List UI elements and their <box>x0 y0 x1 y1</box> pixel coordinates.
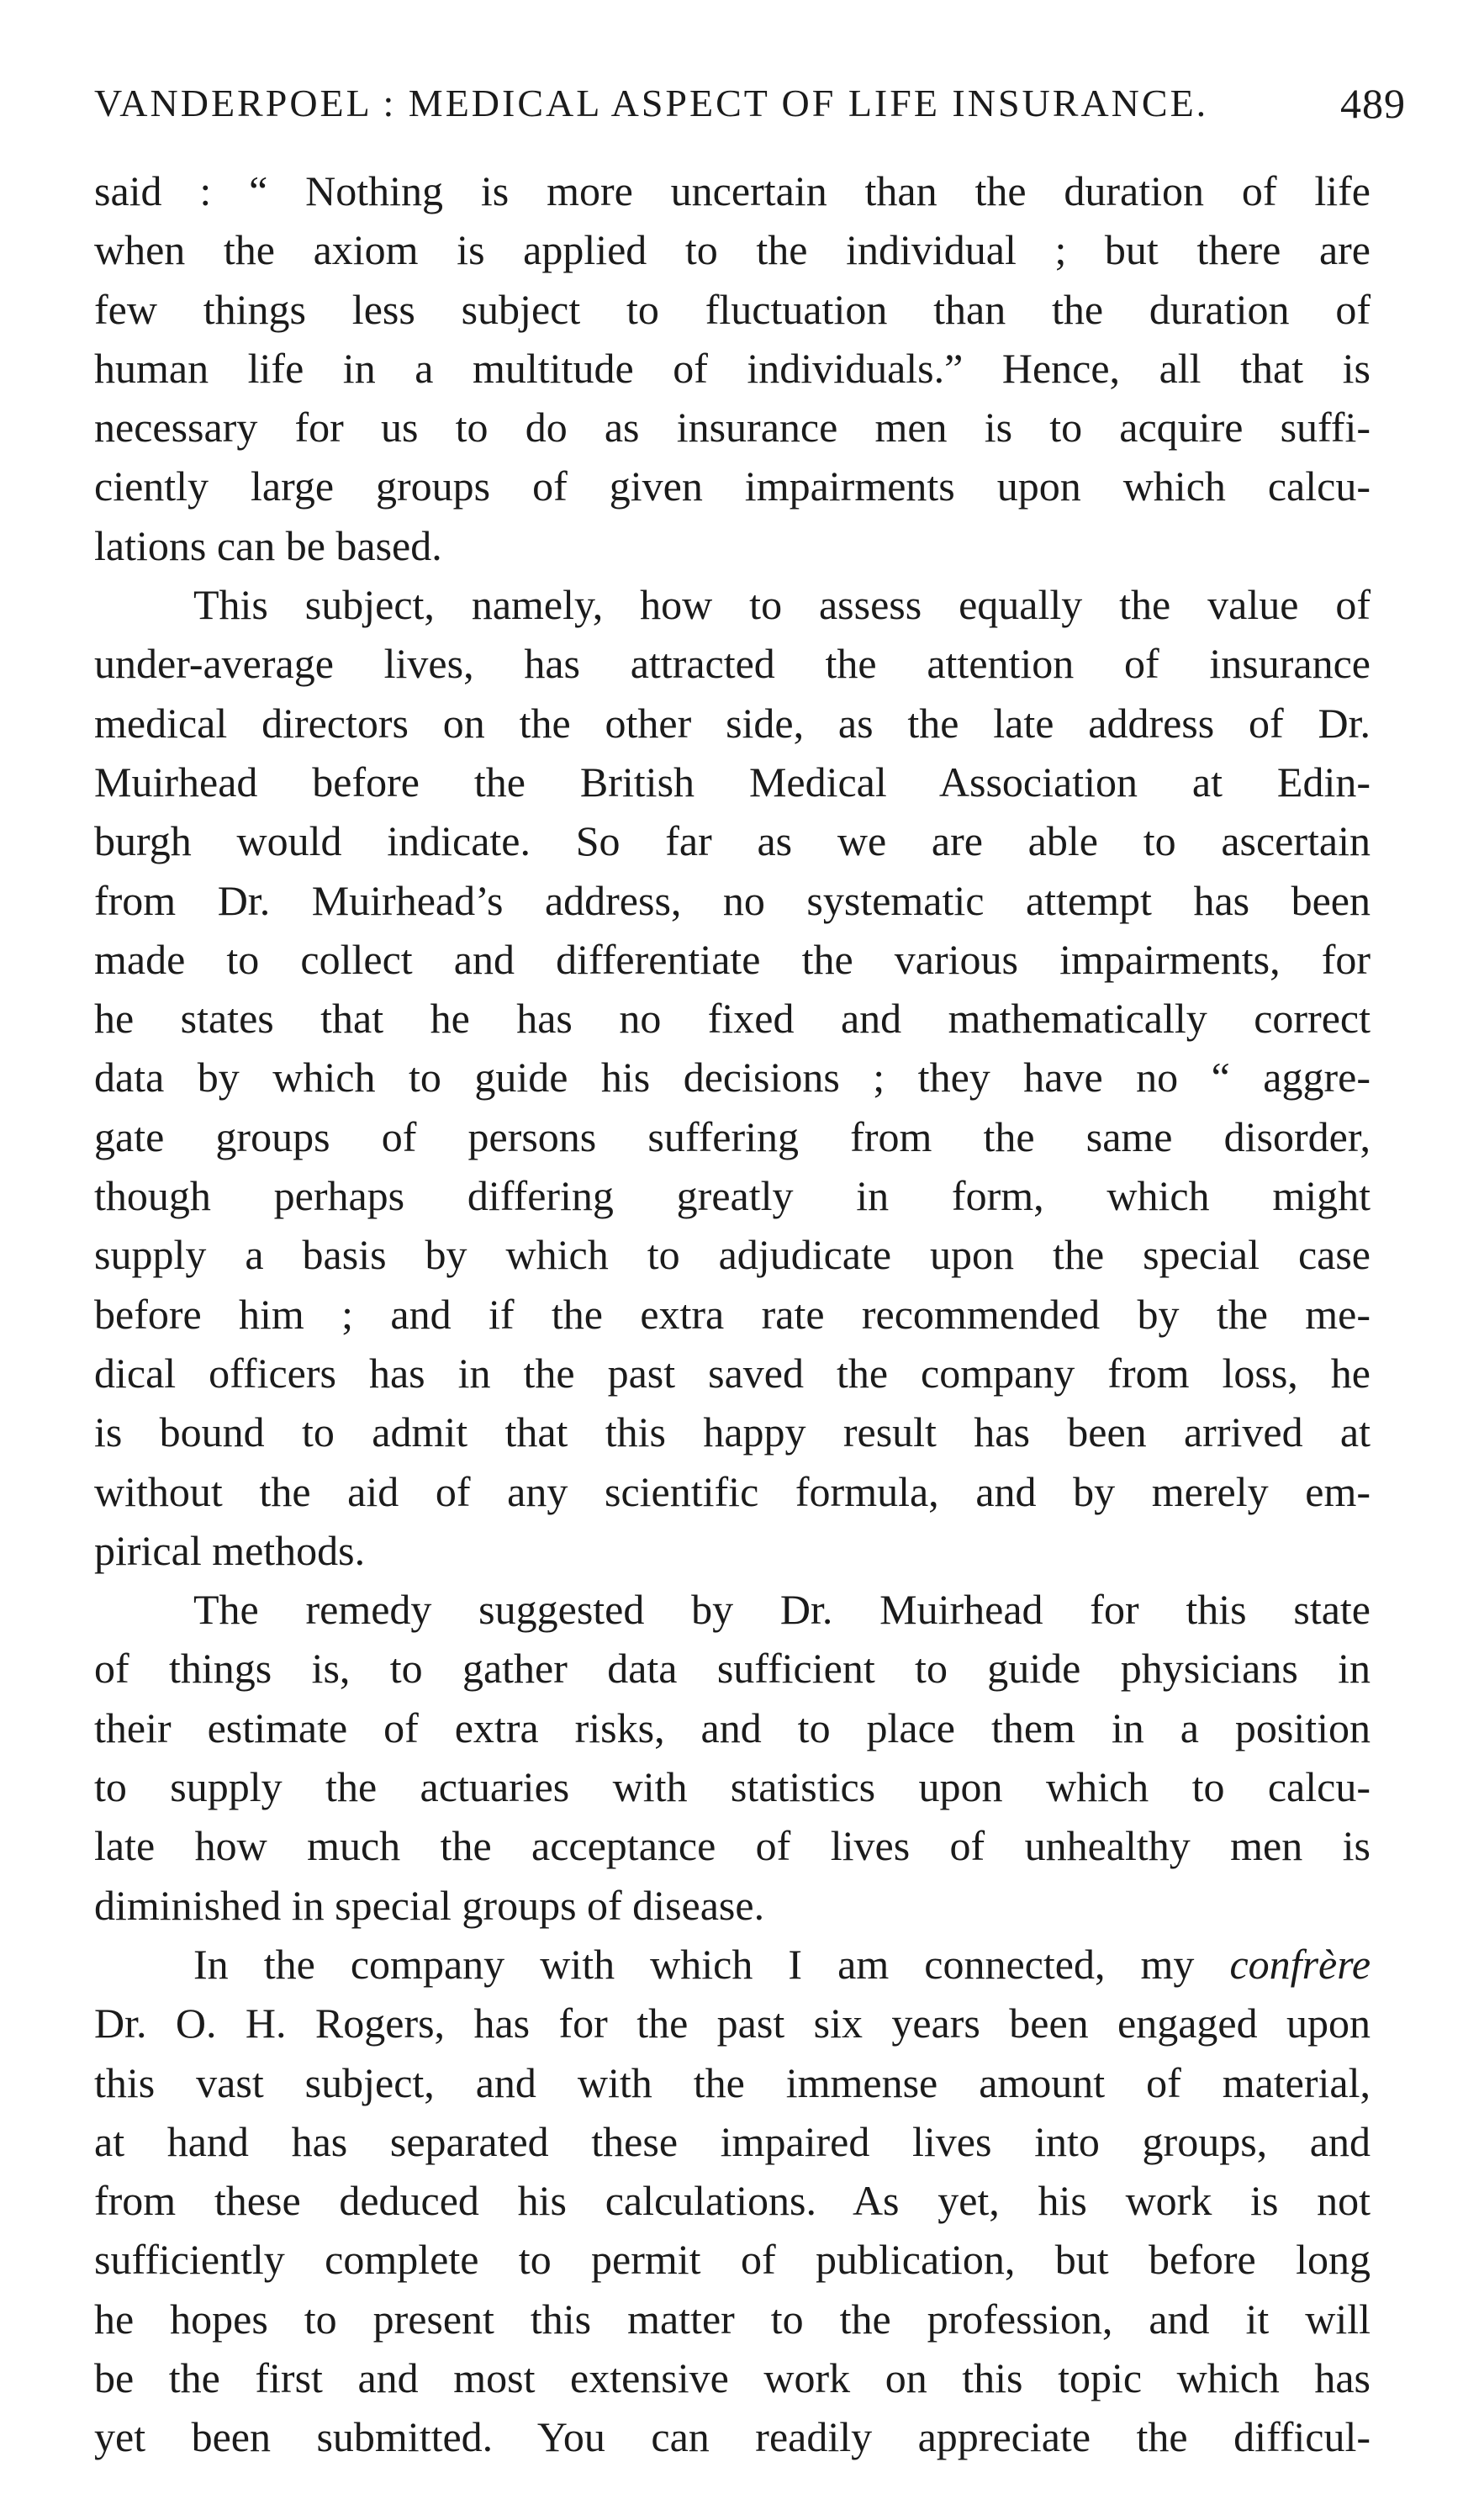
page-number: 489 <box>1340 80 1406 127</box>
text-line: at hand has separated these impaired lives into groups, and <box>94 2117 1371 2165</box>
text-line: human life in a multitude of individuals.” Hence, all that is <box>94 344 1371 392</box>
text-line: said : “ Nothing is more uncertain than the duration of life <box>94 167 1371 214</box>
text-line: supply a basis by which to adjudicate upon the special case <box>94 1231 1371 1279</box>
text-line: made to collect and differentiate the various impairments, for <box>94 935 1371 983</box>
text-line: when the axiom is applied to the individual ; but there are <box>94 226 1371 274</box>
text-line: few things less subject to fluctuation than the duration of <box>94 285 1371 333</box>
text-line: yet been submitted. You can readily appreciate the difficul- <box>94 2413 1371 2461</box>
text-line: of things is, to gather data sufficient to guide physicians in <box>94 1645 1371 1693</box>
text-line: Dr. O. H. Rogers, has for the past six years been engaged upon <box>94 2000 1371 2047</box>
text-line: their estimate of extra risks, and to place them in a position <box>94 1704 1371 1751</box>
text-line: The remedy suggested by Dr. Muirhead for this state <box>193 1586 1371 1634</box>
text-line: diminished in special groups of disease. <box>94 1881 765 1929</box>
text-line: under-average lives, has attracted the attention of insurance <box>94 640 1371 688</box>
text-line: Muirhead before the British Medical Association at Edin- <box>94 758 1371 806</box>
running-title: VANDERPOEL : MEDICAL ASPECT OF LIFE INSURANCE. <box>94 82 1209 124</box>
text-line: he states that he has no fixed and mathematically correct <box>94 995 1371 1043</box>
text-line: though perhaps differing greatly in form, which might <box>94 1172 1371 1220</box>
text-line: before him ; and if the extra rate recommended by the me- <box>94 1290 1371 1338</box>
text-line: from these deduced his calculations. As yet, his work is not <box>94 2177 1371 2225</box>
text-line: ciently large groups of given impairments upon which calcu- <box>94 462 1371 510</box>
text-line: pirical methods. <box>94 1526 366 1574</box>
italic-word: confrère <box>1229 1940 1371 1988</box>
running-header <box>94 74 1406 133</box>
text-line: without the aid of any scientific formula, and by merely em- <box>94 1467 1371 1515</box>
text-line: be the first and most extensive work on this topic which has <box>94 2354 1371 2401</box>
text-line: is bound to admit that this happy result has been arrived at <box>94 1408 1371 1456</box>
text-line: dical officers has in the past saved the company from loss, he <box>94 1349 1371 1397</box>
text-line-with-italic <box>94 1935 1371 1994</box>
text-line: from Dr. Muirhead’s address, no systematic attempt has been <box>94 876 1371 924</box>
text-span: In the company with which I am connected, my <box>193 1940 1195 1988</box>
text-line: burgh would indicate. So far as we are able to ascertain <box>94 817 1371 865</box>
text-line: sufficiently complete to permit of publication, but before long <box>94 2236 1371 2284</box>
text-line: he hopes to present this matter to the profession, and it will <box>94 2295 1371 2343</box>
text-line: lations can be based. <box>94 521 442 569</box>
text-line: late how much the acceptance of lives of unhealthy men is <box>94 1822 1371 1870</box>
text-line: This subject, namely, how to assess equally the value of <box>193 581 1371 629</box>
text-line: to supply the actuaries with statistics upon which to calcu- <box>94 1763 1371 1811</box>
body-text <box>94 161 1371 2467</box>
text-line: necessary for us to do as insurance men is to acquire suffi- <box>94 404 1371 452</box>
text-line: this vast subject, and with the immense amount of material, <box>94 2058 1371 2106</box>
text-line: data by which to guide his decisions ; they have no “ aggre- <box>94 1054 1371 1102</box>
text-line: medical directors on the other side, as the late address of Dr. <box>94 699 1371 747</box>
text-line: gate groups of persons suffering from the same disorder, <box>94 1112 1371 1160</box>
